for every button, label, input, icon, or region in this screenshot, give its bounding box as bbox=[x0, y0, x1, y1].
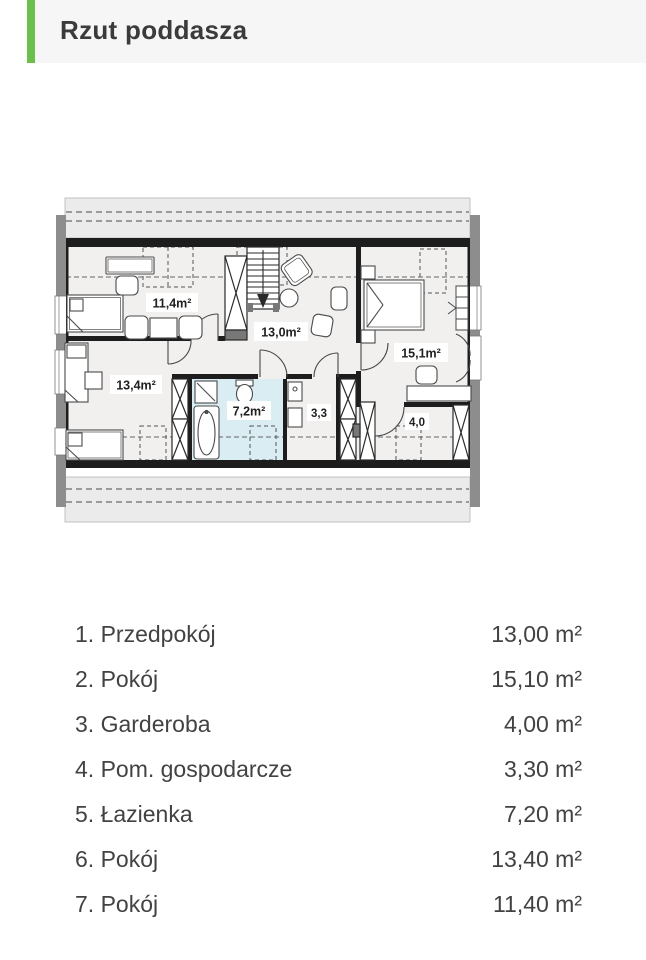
room-name: 5. Łazienka bbox=[75, 801, 193, 827]
floor-plan bbox=[40, 190, 490, 535]
room-label-15-1 bbox=[394, 343, 448, 362]
room-name: 3. Garderoba bbox=[75, 711, 211, 737]
room-name: 6. Pokój bbox=[75, 846, 159, 872]
room-area: 3,30 m² bbox=[504, 756, 582, 782]
header-accent-bar bbox=[27, 0, 35, 63]
roof-band-top bbox=[65, 198, 470, 238]
room-list-item bbox=[75, 702, 582, 747]
svg-text:7,2m²: 7,2m² bbox=[232, 404, 266, 419]
staircase bbox=[247, 247, 279, 312]
room-name: 4. Pom. gospodarcze bbox=[75, 756, 293, 782]
room-area: 7,20 m² bbox=[504, 801, 582, 827]
room-list-item bbox=[75, 612, 582, 657]
svg-text:4,0: 4,0 bbox=[409, 417, 425, 429]
page-title: Rzut poddasza bbox=[60, 15, 248, 45]
room-label-7-2 bbox=[227, 401, 271, 420]
room-name: 2. Pokój bbox=[75, 666, 159, 692]
room-area: 13,40 m² bbox=[491, 846, 582, 872]
room-list-item bbox=[75, 882, 582, 927]
floor-plan-svg bbox=[40, 190, 490, 535]
room-list-item bbox=[75, 747, 582, 792]
roof-band-bottom bbox=[65, 477, 470, 522]
svg-text:13,0m²: 13,0m² bbox=[261, 325, 301, 340]
room-name: 7. Pokój bbox=[75, 891, 159, 917]
room-name: 1. Przedpokój bbox=[75, 621, 216, 647]
room-list-item bbox=[75, 837, 582, 882]
room-label-13-4 bbox=[110, 375, 162, 394]
svg-text:3,3: 3,3 bbox=[311, 408, 327, 420]
room-area: 13,00 m² bbox=[491, 621, 582, 647]
room-list-item bbox=[75, 792, 582, 837]
room-area: 4,00 m² bbox=[504, 711, 582, 737]
gable-wall-right bbox=[469, 215, 481, 507]
room-area: 11,40 m² bbox=[492, 891, 582, 917]
room-area: 15,10 m² bbox=[491, 666, 582, 692]
page-header bbox=[27, 0, 646, 63]
room-label-4-0 bbox=[405, 413, 429, 430]
svg-text:15,1m²: 15,1m² bbox=[401, 346, 441, 361]
room-label-3-3 bbox=[307, 404, 331, 421]
room-label-13-0 bbox=[254, 322, 308, 341]
room-list bbox=[75, 612, 582, 927]
svg-text:11,4m²: 11,4m² bbox=[152, 296, 192, 311]
room-list-item bbox=[75, 657, 582, 702]
svg-text:13,4m²: 13,4m² bbox=[116, 378, 156, 393]
room-label-11-4 bbox=[146, 293, 198, 312]
